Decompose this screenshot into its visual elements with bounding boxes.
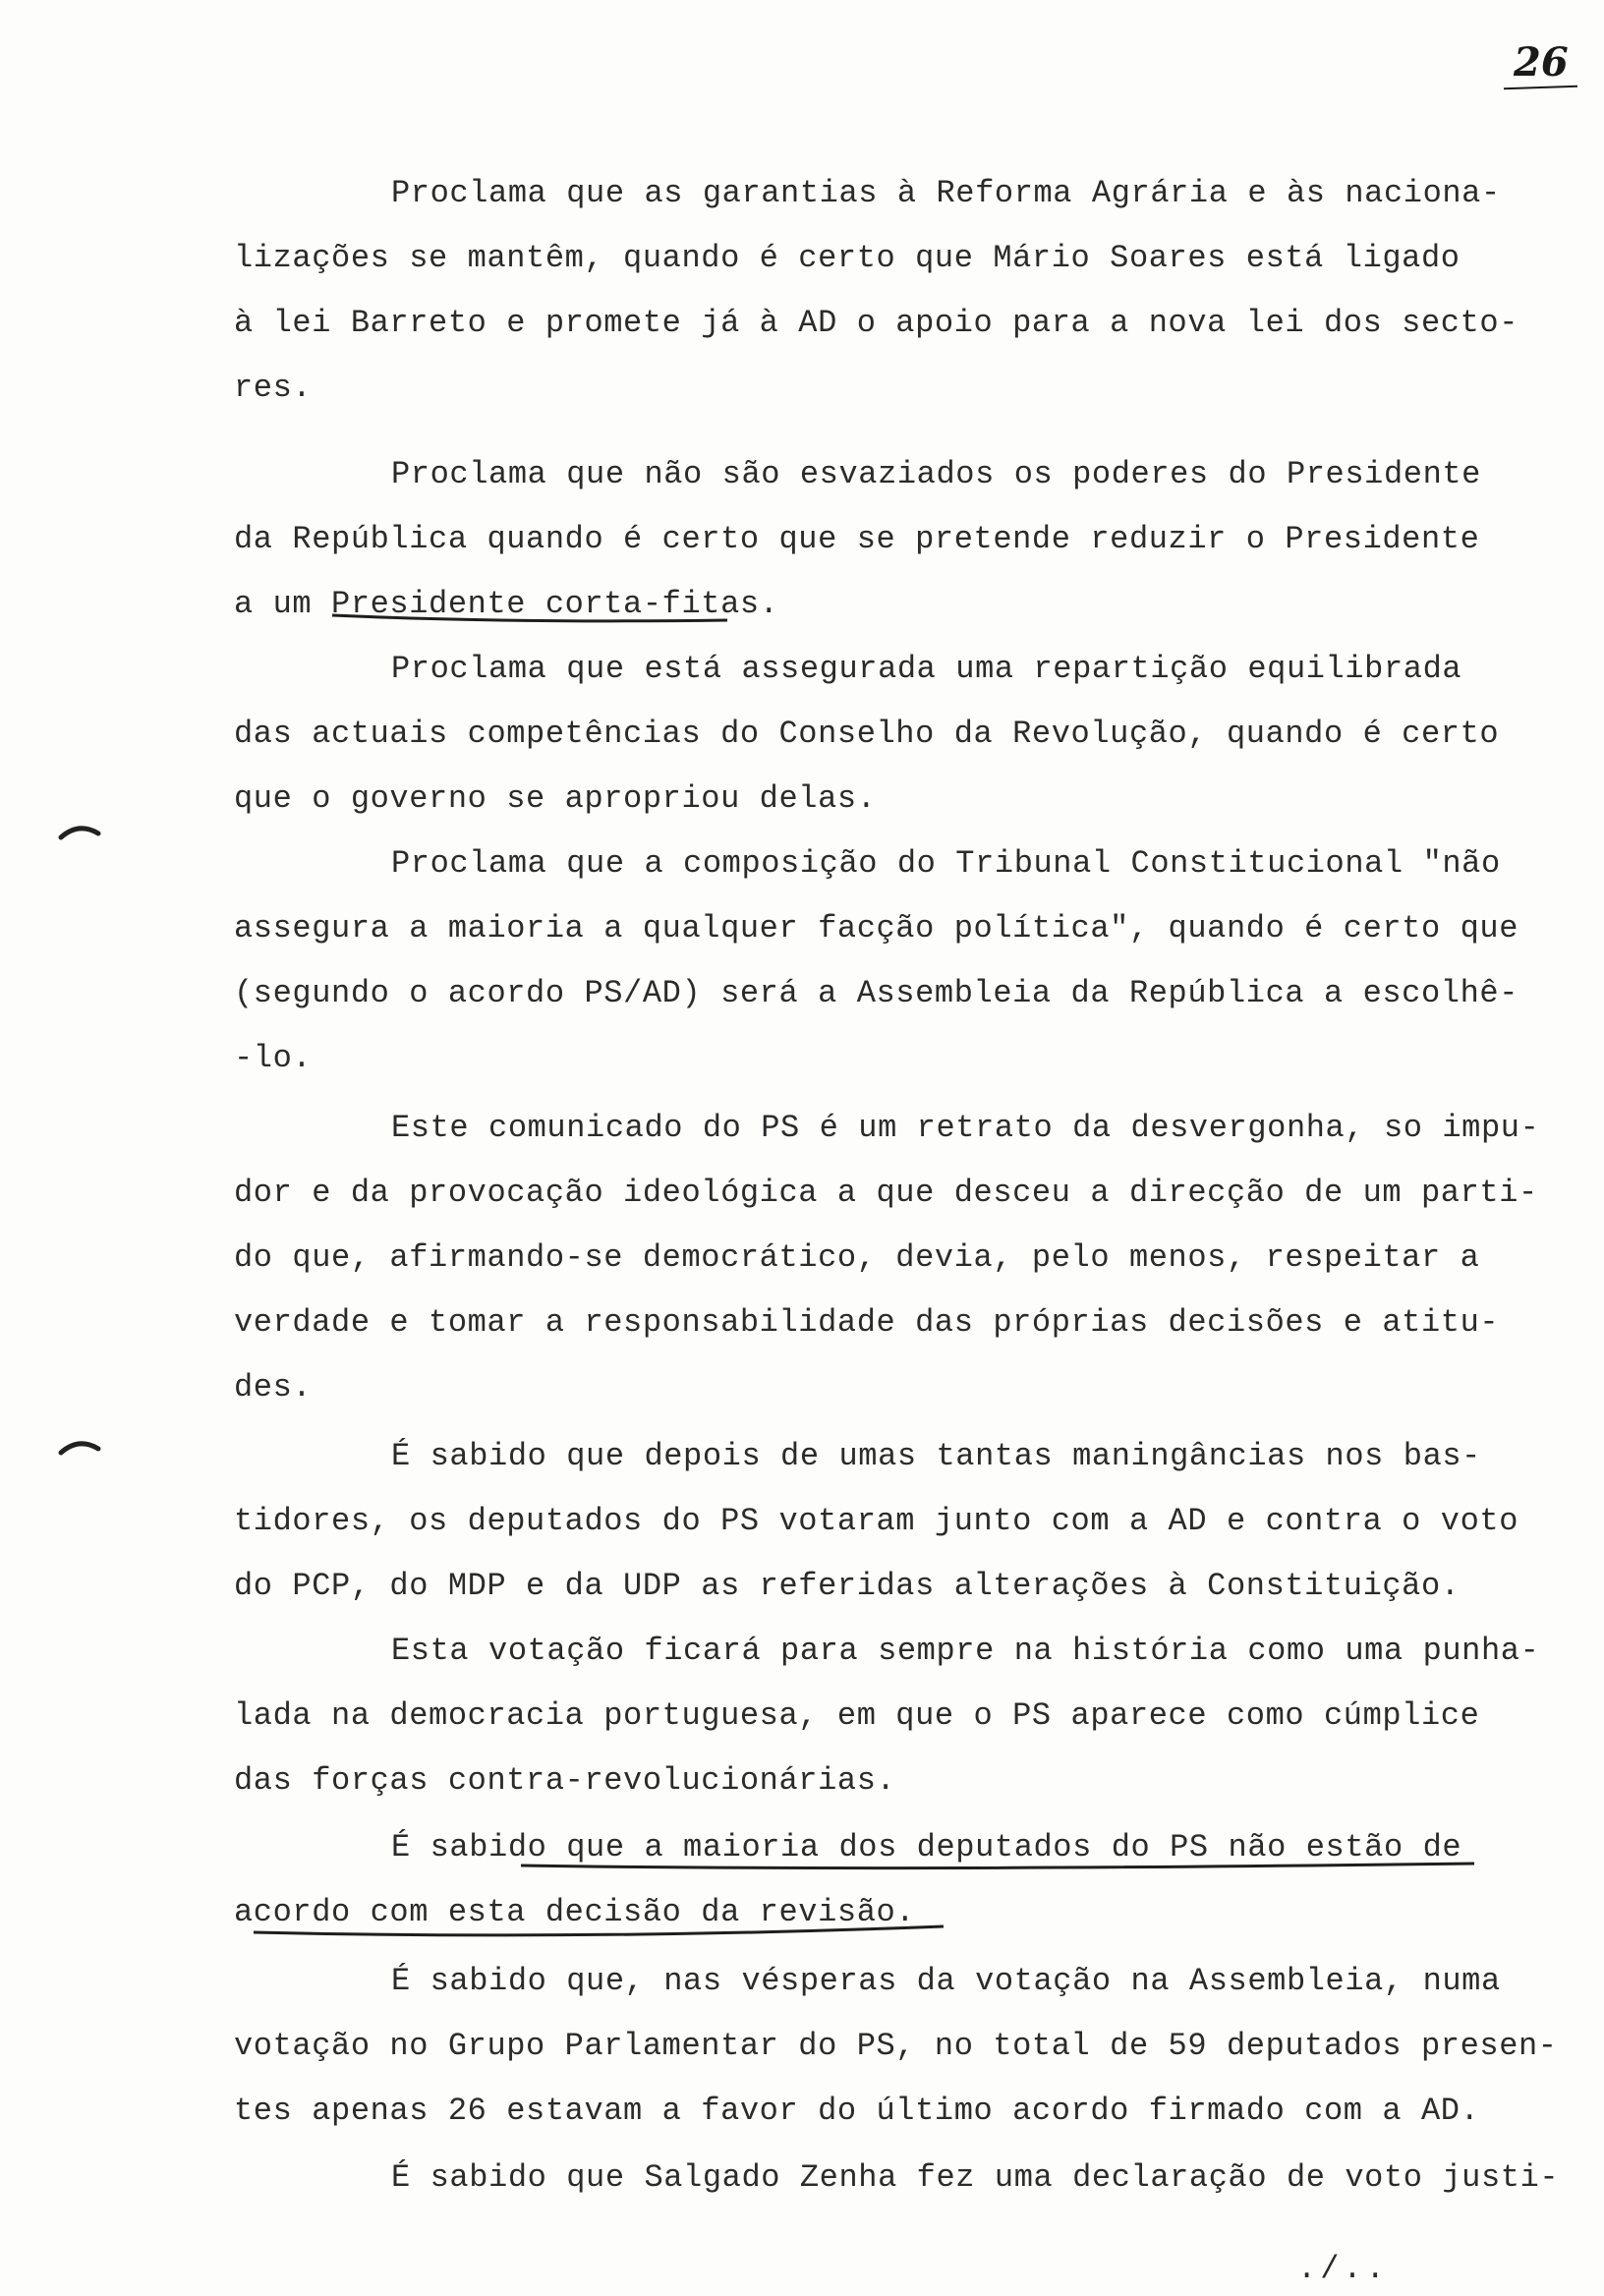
underline-maioria-line-1 (521, 1864, 1474, 1868)
text-line: Proclama que não são esvaziados os poderes do Presidente (391, 456, 1481, 492)
text-line: verdade e tomar a responsabilidade das próprias decisões e atitu- (234, 1304, 1500, 1341)
text-line: assegura a maioria a qualquer facção política", quando é certo que (234, 910, 1519, 947)
text-line: que o governo se apropriou delas. (234, 780, 877, 817)
punch-hole-mark-top (61, 829, 98, 837)
text-line: Proclama que está assegurada uma repartição equilibrada (391, 651, 1462, 687)
text-line: a um Presidente corta-fitas. (234, 586, 779, 622)
text-line: da República quando é certo que se pretende reduzir o Presidente (234, 521, 1480, 557)
text-line: votação no Grupo Parlamentar do PS, no total de 59 deputados presen- (234, 2028, 1558, 2064)
text-line: É sabido que depois de umas tantas maningâncias nos bas- (391, 1438, 1481, 1474)
text-line: des. (234, 1369, 313, 1406)
text-line: à lei Barreto e promete já à AD o apoio para a nova lei dos secto- (234, 305, 1519, 341)
underlined-text-line: É sabido que a maioria dos deputados do PS não estão de (391, 1829, 1462, 1866)
page-number: 26 (1514, 39, 1569, 86)
text-line: das forças contra-revolucionárias. (234, 1762, 896, 1799)
text-line: do PCP, do MDP e da UDP as referidas alterações à Constituição. (234, 1568, 1461, 1604)
underline-presidente-corta-fitas (332, 615, 727, 621)
underline-maioria-line-2 (254, 1926, 944, 1935)
continuation-mark: ./.. (1297, 2251, 1389, 2287)
text-line: É sabido que, nas vésperas da votação na Assembleia, numa (391, 1963, 1501, 1999)
text-line: das actuais competências do Conselho da Revolução, quando é certo (234, 716, 1500, 752)
underlined-text-line: acordo com esta decisão da revisão. (234, 1894, 916, 1930)
text-line: tes apenas 26 estavam a favor do último acordo firmado com a AD. (234, 2093, 1480, 2129)
text-line: É sabido que Salgado Zenha fez uma declaração de voto justi- (391, 2159, 1560, 2196)
text-line: Proclama que a composição do Tribunal Constitucional "não (391, 845, 1501, 882)
text-line: Esta votação ficará para sempre na história como uma punha- (391, 1633, 1540, 1669)
text-line: lada na democracia portuguesa, em que o PS aparece como cúmplice (234, 1697, 1480, 1734)
text-line: Proclama que as garantias à Reforma Agrária e às naciona- (391, 175, 1501, 211)
text-line: tidores, os deputados do PS votaram junto com a AD e contra o voto (234, 1503, 1519, 1539)
text-line: Este comunicado do PS é um retrato da desvergonha, so impu- (391, 1110, 1540, 1146)
text-line: do que, afirmando-se democrático, devia, pelo menos, respeitar a (234, 1239, 1480, 1276)
punch-hole-mark-bottom (61, 1444, 98, 1453)
text-line: res. (234, 370, 313, 406)
text-line: lizações se mantêm, quando é certo que Mário Soares está ligado (234, 240, 1461, 276)
text-line: -lo. (234, 1040, 313, 1076)
text-line: dor e da provocação ideológica a que desceu a direcção de um parti- (234, 1175, 1538, 1211)
text-line: (segundo o acordo PS/AD) será a Assembleia da República a escolhê- (234, 975, 1519, 1011)
